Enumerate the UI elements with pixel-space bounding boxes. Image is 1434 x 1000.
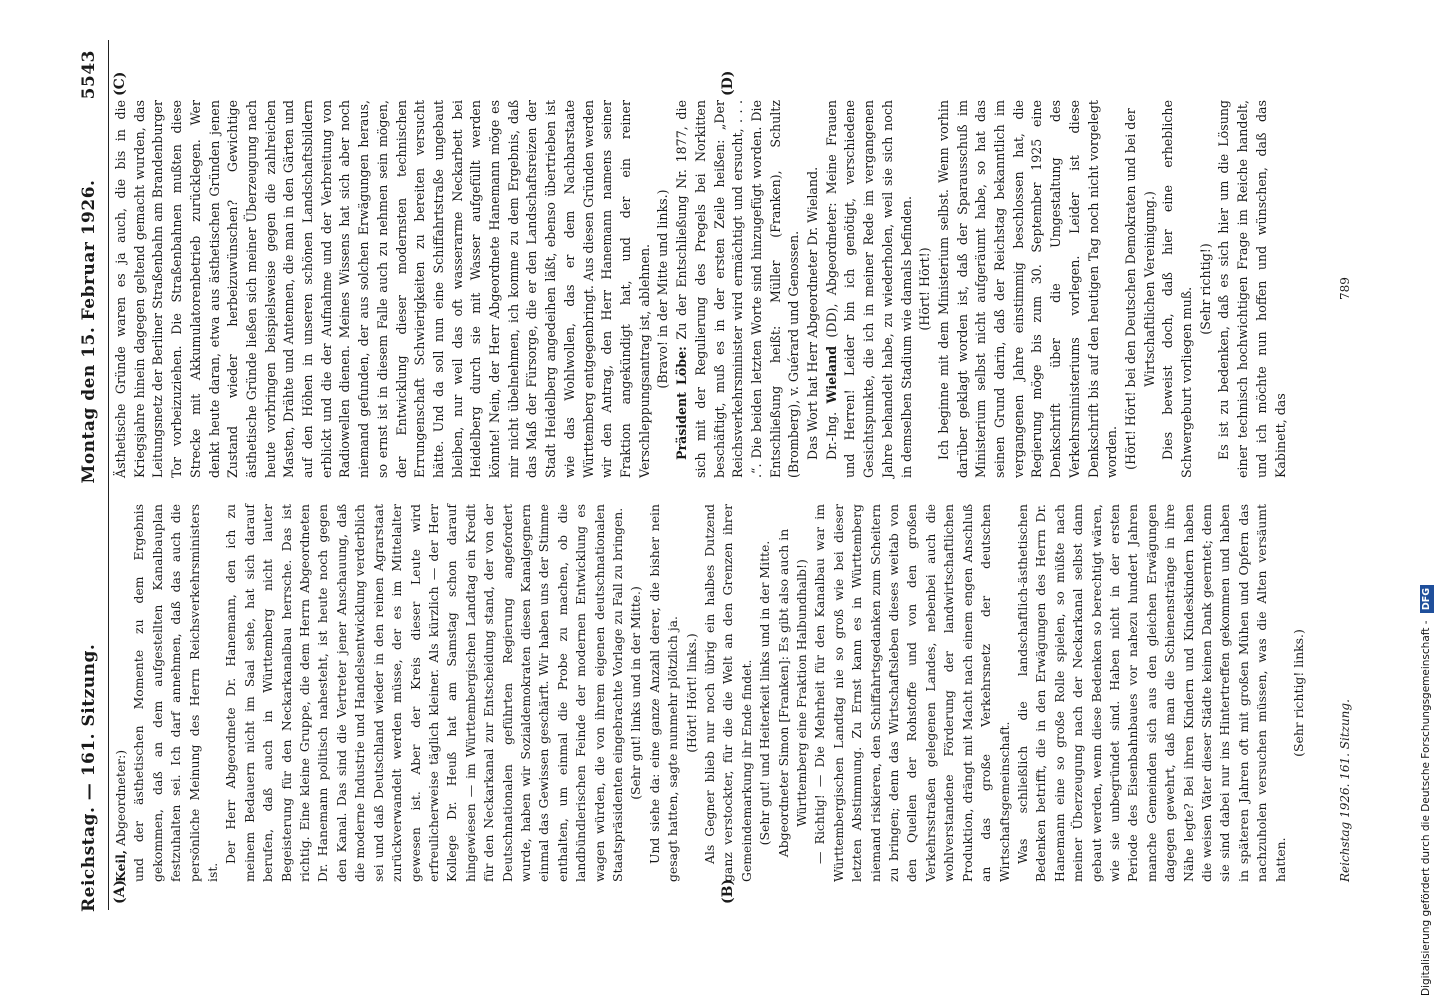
paragraph: Ästhetische Gründe waren es ja auch, die bis in die Kriegsjahre hinein dagegen geltend gemacht wurden, das Leitungsnetz der Berliner Straßenbahn am Brandenburger Tor vorbeizuziehen. Die Straßenbahnen mußten diese Strecke mit Akkumulatorenbetrieb zurücklegen. Wer denkt heute daran, etwa aus ästhetischen Gründen jenen Zustand wieder herbeizuwünschen? Gewichtige ästhetische Gründe ließen sich meiner Überzeugung nach heute vorbringen beispielsweise gegen die zahlreichen Masten, Drähte und Antennen, die man in den Gärten und auf den Höhen in unseren schönen Landschaftsbildern erblickt und die der Aufnahme und der Verbreitung von Radiowellen dienen. Meines Wissens hat sich aber noch niemand gefunden, der aus solchen Erwägungen heraus, so ernst ist in diesem Falle auch zu nehmen sein mögen, der Entwicklung dieser modernsten technischen Errungenschaft Schwierigkeiten zu bereiten versucht hätte. Und da soll nun eine Schiffahrtstraße ungebaut bleiben, nur weil das oft wasserarme Neckarbett bei Heidelberg durch sie mit Wasser aufgefüllt werden könnte! Nein, der Herr Abgeordnete Hanemann möge es mir nicht übelnehmen, ich komme zu dem Ergebnis, daß das Maß der Fürsorge, die er den Landschaftsreizen der Stadt Heidelberg angedeihen läßt, ebenso übertrieben ist wie das Wohlwollen, das er dem Nachbarstaate Württemberg entgegenbringt. Aus diesen Gründen werden wir den Antrag, den Herr Hanemann namens seiner Fraktion angekündigt hat, und der ein reiner Verschleppungsantrag ist, ablehnen. [113, 100, 652, 478]
header-page-number: 5543 [79, 50, 99, 100]
paragraph: Was schließlich die landschaftlich-ästhetischen Bedenken betrifft, die in den Erwägungen des Herrn Dr. Hanemann eine so große Rolle spielen, so müßte nach meiner Überzeugung nach der Neckarkanal selbst dann gebaut werden, wenn diese Bedenken so berechtigt wären, wie sie unbegründet sind. Haben nicht in der ersten Periode des Eisenbahnbaues vor nahezu hundert Jahren manche Gemeinden sich aus den gleichen Erwägungen dagegen gewehrt, daß man die Schienenstränge in ihre Nähe legte? Bei ihren Kindern und Kindeskindern haben die weisen Väter dieser Städte keinen Dank geerntet; denn sie sind dabei nur ins Hintertreffen gekommen und haben in späteren Jahren oft mit großen Mühen und Opfern das nachzuholen versuchen müssen, was die Alten versäumt hatten. [1014, 504, 1288, 882]
interjection: (Sehr richtig! links.) [1291, 629, 1306, 757]
speaker-note: Abgeordneter:) [113, 749, 128, 846]
paragraph: und der ästhetischen Momente zu dem Ergebnis gekommen, daß an dem aufgestellten Kanalbauplan festzuhalten sei. Ich darf annehmen, daß das auch die persönliche Meinung des Herrn Reichsverkehrsministers ist. [131, 504, 221, 882]
page-header [72, 20, 106, 990]
right-column [112, 100, 1290, 478]
header-date: Montag den 15. Februar 1926. [79, 179, 99, 484]
footer-session: Reichstag 1926. 161. Sitzung. [1338, 699, 1352, 882]
left-column [112, 504, 1308, 882]
interjection: (Hört! Hört! bei den Deutschen Demokraten und bei der Wirtschaftlichen Vereinigung.) [1122, 108, 1157, 470]
paragraph: Und siehe da: eine ganze Anzahl derer, die bisher nein gesagt hatten, sagte nunmehr plötzlich ja. [646, 504, 681, 882]
president-text: Zu der Entschließung Nr. 1877, die sich mit der Regulierung des Pregels bei Norkitten beschäftigt, muß es in der ersten Zeile heißen: „Der Reichsverkehrsminister wird ermächtigt und ersucht, . . . .“. Die beiden letzten Worte sind hinzugefügt worden. Die Entschließung heißt: Müller (Franken), Schultz (Bromberg), v. Guérard und Genossen. [674, 100, 802, 478]
speaker-name: Keil, [113, 849, 128, 882]
interjection: (Hört! Hört! links.) [683, 633, 699, 753]
dfg-logo: DFG [1420, 585, 1434, 613]
interjection: (Bravo! in der Mitte und links.) [655, 189, 671, 389]
president-label: Präsident Löbe: [674, 346, 690, 460]
footer-page-number: 789 [1338, 277, 1352, 300]
president-statement [673, 100, 804, 478]
paragraph: Das Wort hat Herr Abgeordneter Dr. Wieland. [805, 166, 821, 460]
margin-marker-c: (C) [112, 71, 128, 96]
speaker-name: Wieland [823, 345, 839, 404]
speaker-text: (DD), Abgeordneter: Meine Frauen und Herren! Leider bin ich genötigt, verschiedene Gesichtspunkte, die ich in meiner Rede im vergangenen Jahre behandelt habe, zu wiederholen, weil sie sich noch in demselben Stadium wie damals befinden. [823, 100, 914, 478]
paragraph: — Richtig! — Die Mehrheit für den Kanalbau war im Württembergischen Landtag nie so groß wie bei dieser letzten Abstimmung. Zu Ernst kann es in Württemberg niemand riskieren, den Schiffahrtsgedanken zum Scheitern zu bringen; denn das Wirtschaftsleben dieses weitab von den Quellen der Rohstoffe und von den großen Verkehrsstraßen gelegenen Landes, nebenbei auch die wohlverstandene Förderung der landwirtschaftlichen Produktion, drängt mit Macht nach einem engen Anschluß an das große Verkehrsnetz der deutschen Wirtschaftsgemeinschaft. [812, 504, 1012, 882]
header-rule [108, 40, 109, 910]
speaker-line [112, 504, 130, 882]
paragraph: Als Gegner blieb nur noch übrig ein halbes Dutzend ganz verstockter, für die die Welt an den Grenzen ihrer Gemeindemarkung ihr Ende findet. [702, 504, 754, 882]
attribution-text: Digitalisierung gefördert durch die Deutsche Forschungsgemeinschaft - [1420, 620, 1432, 996]
paragraph: Dies beweist doch, daß hier eine erhebliche Schwergeburt vorliegen muß. [1160, 100, 1195, 478]
margin-marker-a: (A) [112, 879, 128, 904]
interjection: (Sehr gut! und Heiterkeit links und in der Mitte. Abgeordneter Simon [Franken]: Es gibt also auch in Württemberg eine Fraktion Halbundhalb!) [757, 528, 810, 858]
attribution-strip [1414, 6, 1434, 996]
interjection: (Sehr gut! links und in der Mitte.) [628, 586, 644, 800]
speaker-title: Dr.-Ing. [823, 411, 839, 460]
paragraph: Es ist zu bedenken, daß es sich hier um die Lösung einer technisch hochwichtigen Frage im Reiche handelt, und ich möchte nun hoffen und wünschen, daß das Kabinett, das [1216, 100, 1288, 478]
margin-marker-b: (B) [720, 878, 736, 904]
interjection: (Hört! Hört!) [917, 247, 933, 331]
header-session: Reichstag. — 161. Sitzung. [79, 643, 99, 912]
interjection: (Sehr richtig!) [1197, 243, 1213, 335]
margin-marker-d: (D) [720, 70, 736, 96]
speaker-statement [823, 100, 917, 478]
paragraph: Ich beginne mit dem Ministerium selbst. Wenn vorhin darüber geklagt worden ist, daß der Sparausschuß im Ministerium selbst nicht aufgeräumt habe, so hat das seinen Grund darin, daß der Reichstag bekanntlich im vergangenen Jahre einstimmig beschlossen hat, die Regierung möge bis zum 30. September 1925 eine Denkschrift über die Umgestaltung des Verkehrsministeriums vorlegen. Leider ist diese Denkschrift bis auf den heutigen Tag noch nicht vorgelegt worden. [935, 100, 1120, 478]
paragraph: Der Herr Abgeordnete Dr. Hanemann, den ich zu meinem Bedauern nicht im Saal sehe, hat sich darauf berufen, daß auch in Württemberg nicht lauter Begeisterung für den Neckarkanalbau herrsche. Das ist richtig. Eine kleine Gruppe, die dem Herrn Abgeordneten Dr. Hanemann politisch nahesteht, ist heute noch gegen den Kanal. Das sind die Vertreter jener Anschauung, daß die moderne Industrie und Handelsentwicklung verderblich sei und daß Deutschland wieder in den reinen Agrarstaat zurückverwandelt werden müsse, der es im Mittelalter gewesen ist. Aber der Kreis dieser Leute wird erfreulicherweise täglich kleiner. Als kürzlich — der Herr Kollege Dr. Heuß hat am Samstag schon darauf hingewiesen — im Württembergischen Landtag ein Kredit für den Neckarkanal zur Entscheidung stand, der von der Deutschnationalen geführten Regierung angefordert wurde, haben wir Sozialdemokraten diesen Kanalgegnern einmal das Gewissen geschärft. Wir haben uns der Stimme enthalten, um einmal die Probe zu machen, ob die landbündlerischen Feinde der modernen Entwicklung es wagen würden, die von ihrem eigenen deutschnationalen Staatspräsidenten eingebrachte Vorlage zu Fall zu bringen. [223, 504, 625, 882]
